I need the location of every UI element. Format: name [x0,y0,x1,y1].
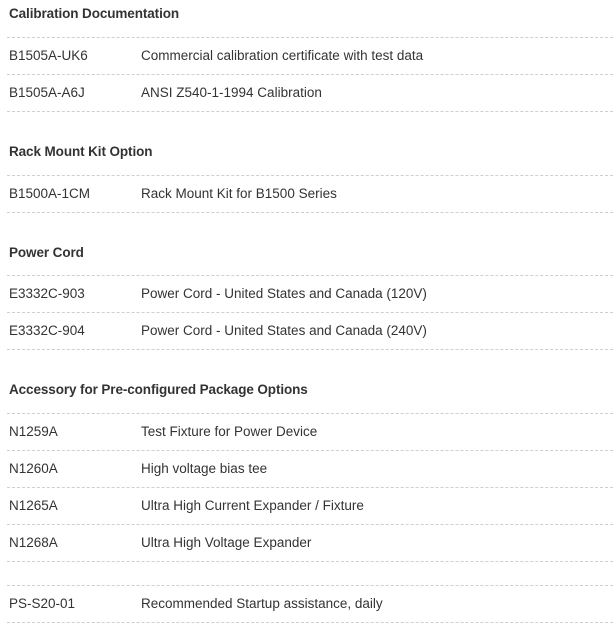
table-row [0,176,613,213]
option-code: B1500A-1CM [9,186,91,201]
section-title: Calibration Documentation [9,6,180,21]
option-description: ANSI Z540-1-1994 Calibration [141,85,322,100]
table-row [0,414,613,451]
table-row [0,488,613,525]
divider [7,349,613,350]
option-code: N1268A [9,535,58,550]
option-description: High voltage bias tee [141,461,268,476]
option-code: N1260A [9,461,58,476]
table-row [0,525,613,562]
option-description: Power Cord - United States and Canada (120V) [141,286,427,301]
table-row [0,313,613,350]
option-code: B1505A-A6J [9,85,85,100]
section-title: Rack Mount Kit Option [9,144,153,159]
option-description: Ultra High Voltage Expander [141,535,312,550]
divider [7,561,613,562]
divider [7,111,613,112]
table-row [0,451,613,488]
section-title: Power Cord [9,245,84,260]
option-code: B1505A-UK6 [9,48,88,63]
option-code: PS-S20-01 [9,596,76,611]
option-code: N1259A [9,424,58,439]
option-description: Ultra High Current Expander / Fixture [141,498,364,513]
option-description: Power Cord - United States and Canada (240V) [141,323,427,338]
divider [7,622,613,623]
option-code: E3332C-904 [9,323,85,338]
divider [7,212,613,213]
option-description: Commercial calibration certificate with test data [141,48,424,63]
option-description: Rack Mount Kit for B1500 Series [141,186,337,201]
table-row [0,586,613,623]
section-title: Accessory for Pre-configured Package Options [9,382,308,397]
option-code: E3332C-903 [9,286,85,301]
table-row [0,38,613,75]
option-description: Test Fixture for Power Device [141,424,318,439]
option-description: Recommended Startup assistance, daily [141,596,383,611]
option-code: N1265A [9,498,58,513]
table-row [0,276,613,313]
table-row [0,75,613,112]
